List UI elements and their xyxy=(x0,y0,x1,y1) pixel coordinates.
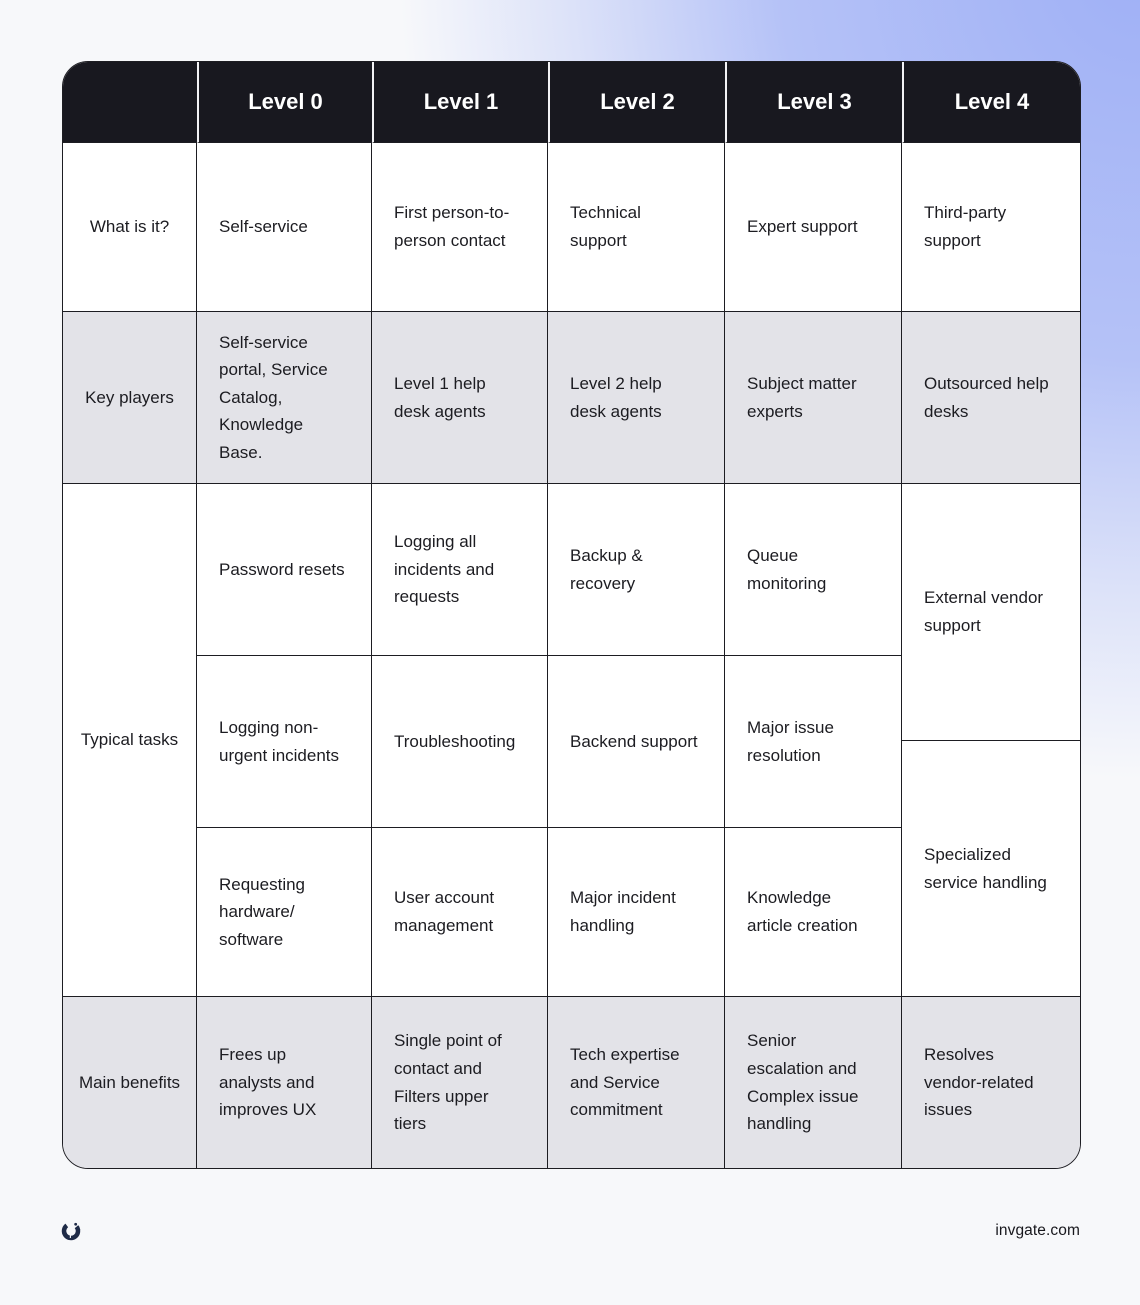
cell-what-level1: First person-to-person contact xyxy=(372,143,548,312)
row-label-key-players: Key players xyxy=(63,312,197,484)
cell-tasks1-level3: Queue monitoring xyxy=(725,484,902,656)
cell-players-level3: Subject matter experts xyxy=(725,312,902,484)
cell-players-level2: Level 2 help desk agents xyxy=(548,312,725,484)
cell-tasks2-level1: Troubleshooting xyxy=(372,656,548,828)
header-level-3: Level 3 xyxy=(725,62,902,143)
cell-benefits-level4: Resolves vendor-related issues xyxy=(902,997,1080,1168)
header-level-0: Level 0 xyxy=(197,62,372,143)
cell-benefits-level0: Frees up analysts and improves UX xyxy=(197,997,372,1168)
cell-tasks3-level3: Knowledge article creation xyxy=(725,828,902,997)
row-label-what-is-it: What is it? xyxy=(63,143,197,312)
cell-players-level4: Outsourced help desks xyxy=(902,312,1080,484)
cell-players-level0: Self-service portal, Service Catalog, Knowledge Base. xyxy=(197,312,372,484)
cell-tasks1-level2: Backup & recovery xyxy=(548,484,725,656)
cell-tasks3-level1: User account management xyxy=(372,828,548,997)
header-level-1: Level 1 xyxy=(372,62,548,143)
cell-benefits-level1: Single point of contact and Filters upper tiers xyxy=(372,997,548,1168)
cell-tasks3-level2: Major incident handling xyxy=(548,828,725,997)
cell-tasks1-level0: Password resets xyxy=(197,484,372,656)
cell-what-level2: Technical support xyxy=(548,143,725,312)
invgate-logo-icon xyxy=(61,1221,81,1241)
cell-what-level0: Self-service xyxy=(197,143,372,312)
header-level-2: Level 2 xyxy=(548,62,725,143)
footer-domain-text: invgate.com xyxy=(995,1222,1080,1239)
cell-what-level4: Third-party support xyxy=(902,143,1080,312)
cell-tasks2-level3: Major issue resolution xyxy=(725,656,902,828)
cell-tasks2-level2: Backend support xyxy=(548,656,725,828)
cell-tasks1-level1: Logging all incidents and requests xyxy=(372,484,548,656)
header-corner-cell xyxy=(63,62,197,143)
cell-tasks-level4-external-vendor: External vendor support xyxy=(902,484,1080,741)
cell-what-level3: Expert support xyxy=(725,143,902,312)
cell-benefits-level2: Tech expertise and Service commitment xyxy=(548,997,725,1168)
cell-tasks-level4-specialized-service: Specialized service handling xyxy=(902,741,1080,997)
cell-tasks2-level0: Logging non-urgent incidents xyxy=(197,656,372,828)
row-label-typical-tasks: Typical tasks xyxy=(63,484,197,997)
row-label-main-benefits: Main benefits xyxy=(63,997,197,1168)
cell-benefits-level3: Senior escalation and Complex issue handling xyxy=(725,997,902,1168)
cell-tasks3-level0: Requesting hardware/ software xyxy=(197,828,372,997)
cell-players-level1: Level 1 help desk agents xyxy=(372,312,548,484)
header-level-4: Level 4 xyxy=(902,62,1080,143)
support-levels-table xyxy=(62,61,1081,1169)
